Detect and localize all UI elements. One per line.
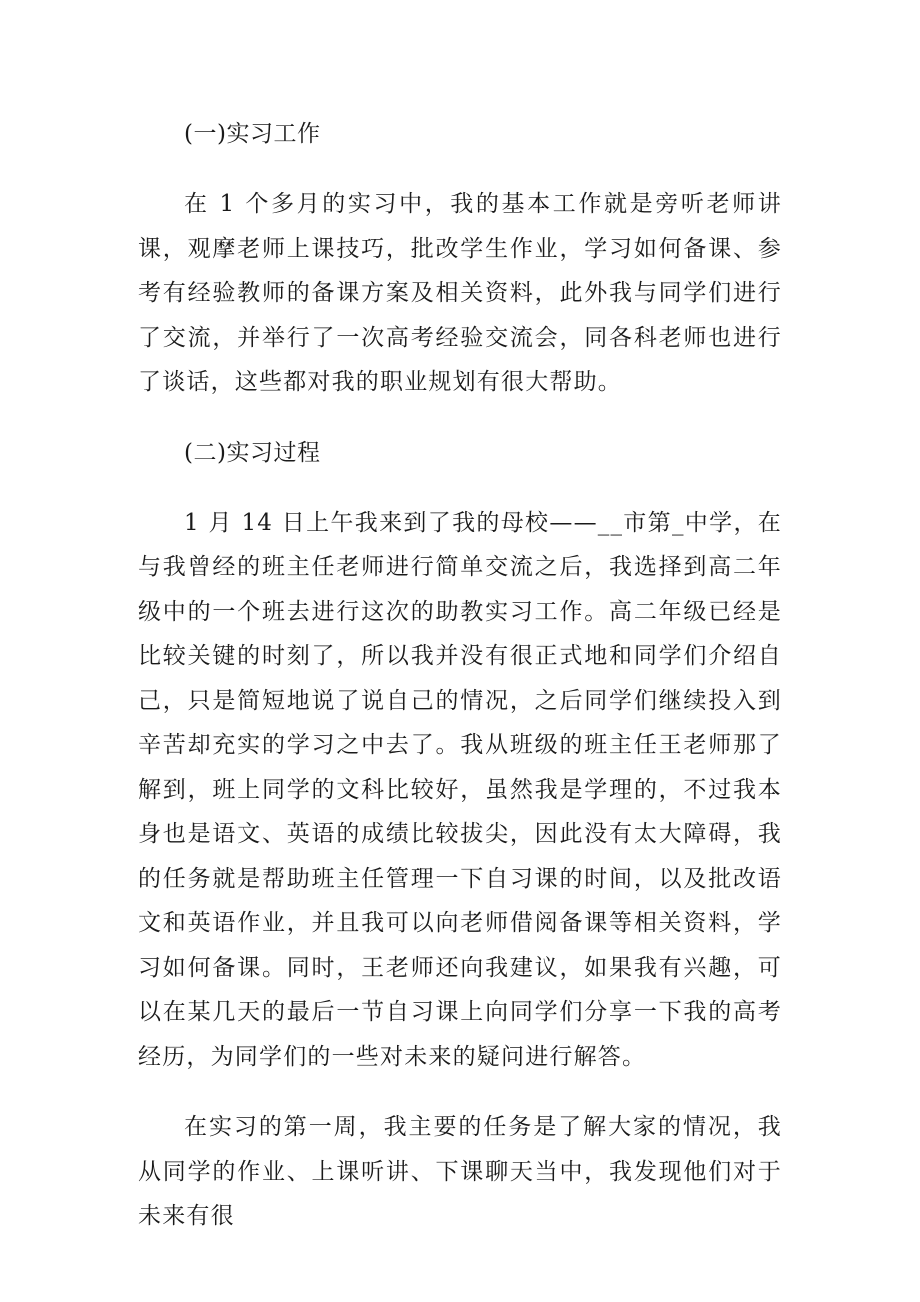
paragraph-internship-process-1: 1 月 14 日上午我来到了我的母校——__市第_中学，在与我曾经的班主任老师进行简单交流之后，我选择到高二年级中的一个班去进行这次的助教实习工作。高二年级已经是比较关键的时刻了，所以我并没有很正式地和同学们介绍自己，只是简短地说了说自己的情况，之后同学们继续投入到辛苦却充实的学习之中去了。我从班级的班主任王老师那了解到，班上同学的文科比较好，虽然我是学理的，不过我本身也是语文、英语的成绩比较拔尖，因此没有太大障碍，我的任务就是帮助班主任管理一下自习课的时间，以及批改语文和英语作业，并且我可以向老师借阅备课等相关资料，学习如何备课。同时，王老师还向我建议，如果我有兴趣，可以在某几天的最后一节自习课上向同学们分享一下我的高考经历，为同学们的一些对未来的疑问进行解答。 (138, 509, 782, 1070)
paragraph-internship-work: 在 1 个多月的实习中，我的基本工作就是旁听老师讲课，观摩老师上课技巧，批改学生作业，学习如何备课、参考有经验教师的备课方案及相关资料，此外我与同学们进行了交流，并举行了一次高考经验交流会，同各科老师也进行了谈话，这些都对我的职业规划有很大帮助。 (138, 191, 782, 395)
section-heading-internship-process: (二)实习过程 (184, 439, 321, 466)
section-heading-internship-work: (一)实习工作 (184, 121, 321, 147)
document-body (138, 112, 782, 1239)
paragraph-internship-process-2: 在实习的第一周，我主要的任务是了解大家的情况，我从同学的作业、上课听讲、下课聊天当中，我发现他们对于未来有很 (138, 1114, 782, 1229)
